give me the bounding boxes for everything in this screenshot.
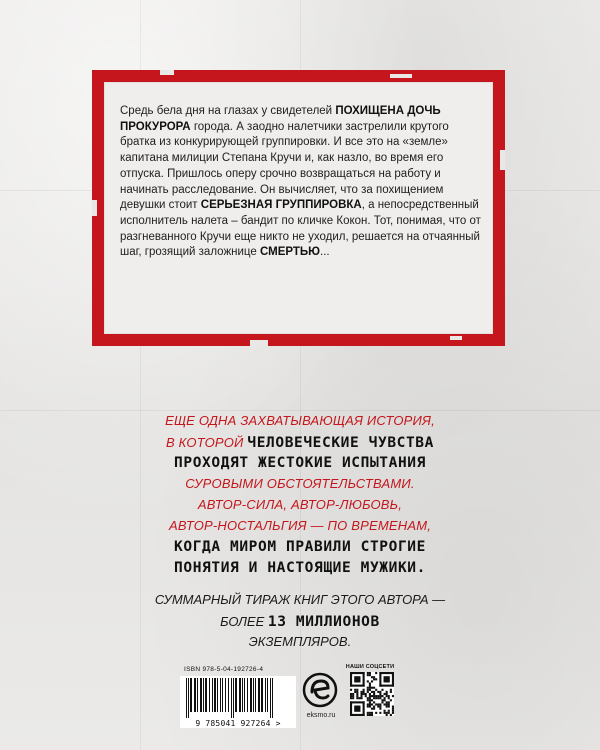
barcode-bar (250, 678, 252, 712)
qr-module (384, 697, 386, 699)
slogan-line: АВТОР-СИЛА, АВТОР-ЛЮБОВЬ, (197, 497, 403, 512)
qr-module (356, 697, 358, 699)
qr-module (350, 701, 352, 716)
qr-module (360, 695, 362, 697)
barcode-bar (220, 678, 221, 712)
blurb-segment: ... (320, 246, 330, 259)
qr-module (369, 695, 371, 697)
qr-module (375, 697, 377, 699)
barcode-bar (190, 678, 192, 712)
qr-module (392, 706, 394, 708)
barcode-bar (272, 678, 273, 718)
qr-module (390, 689, 392, 691)
slogan-black-part: ЧЕЛОВЕЧЕСКИЕ ЧУВСТВА (247, 435, 434, 451)
slogan-line: ЕЩЕ ОДНА ЗАХВАТЫВАЮЩАЯ ИСТОРИЯ, (165, 413, 435, 428)
qr-module (375, 703, 377, 705)
qr-module (381, 695, 383, 697)
qr-module (381, 689, 383, 691)
publisher-site[interactable]: eksmo.ru (306, 712, 336, 719)
social-label: НАШИ СОЦСЕТИ (345, 664, 395, 670)
qr-module (367, 714, 369, 716)
qr-module (384, 693, 386, 695)
slogan-line: КОГДА МИРОМ ПРАВИЛИ СТРОГИЕ (174, 539, 426, 555)
qr-module (371, 699, 373, 701)
qr-module (371, 708, 373, 710)
qr-module (352, 695, 354, 697)
barcode-bar (235, 678, 237, 712)
qr-module (379, 695, 381, 697)
blurb-segment: Средь бела дня на глазах у свидетелей (120, 105, 336, 117)
slogan-line: СУРОВЫМИ ОБСТОЯТЕЛЬСТВАМИ. (185, 476, 415, 491)
qr-module (350, 697, 352, 699)
qr-module (354, 706, 360, 712)
qr-code-pattern (350, 672, 394, 716)
barcode-bar (200, 678, 202, 712)
slogan-line: ПОНЯТИЯ И НАСТОЯЩИЕ МУЖИКИ. (174, 560, 426, 576)
qr-module (367, 687, 369, 689)
qr-module (367, 699, 369, 701)
qr-module (377, 695, 379, 697)
frame-wear (160, 70, 174, 75)
barcode-bar (194, 678, 196, 712)
qr-module (369, 701, 371, 703)
qr-module (386, 695, 388, 697)
qr-module (375, 678, 377, 680)
slogan-red-part: В КОТОРОЙ (166, 435, 248, 450)
blurb-emphasis: СМЕРТЬЮ (259, 246, 321, 259)
qr-module (369, 706, 371, 708)
qr-module (386, 703, 388, 705)
qr-module (373, 678, 375, 680)
qr-module (369, 687, 371, 689)
isbn-label: ISBN 978-5-04-192726-4 (184, 666, 264, 673)
barcode-bar (217, 678, 218, 712)
barcode-bar (253, 678, 254, 712)
qr-module (363, 672, 365, 687)
qr-module (369, 682, 371, 684)
barcode-bar (214, 678, 216, 712)
qr-module (379, 712, 381, 714)
qr-module (381, 699, 383, 701)
qr-module (360, 693, 362, 695)
qr-module (371, 712, 373, 714)
qr-module (373, 701, 375, 703)
qr-module (388, 701, 390, 703)
barcode-bar (247, 678, 248, 712)
qr-module (367, 697, 369, 699)
qr-module (379, 703, 381, 705)
frame-wear (450, 336, 462, 340)
barcode-bar (244, 678, 245, 712)
qr-module (392, 695, 394, 697)
qr-module (377, 706, 379, 708)
circulation-prefix: БОЛЕЕ (220, 614, 268, 629)
barcode-bar (258, 678, 260, 712)
qr-module (350, 714, 365, 716)
qr-module (379, 693, 381, 695)
barcode-bar (255, 678, 256, 712)
qr-module (369, 685, 371, 687)
qr-module (381, 701, 383, 703)
blurb-emphasis: ПОХИЩЕНА ДОЧЬ ПРОКУРОРА (120, 105, 441, 133)
qr-module (352, 697, 354, 699)
qr-module (360, 697, 362, 699)
qr-module (367, 691, 369, 693)
frame-wear (92, 200, 97, 216)
qr-module (367, 674, 369, 676)
qr-module (375, 672, 377, 674)
qr-module (373, 687, 375, 689)
qr-module (371, 687, 373, 689)
barcode-bar (270, 678, 271, 718)
qr-module (350, 685, 365, 687)
barcode-bar (233, 678, 234, 718)
barcode-bars (180, 676, 296, 720)
qr-module (390, 699, 392, 701)
barcode-bar (231, 678, 232, 718)
qr-module (379, 691, 381, 693)
qr-module (373, 693, 375, 695)
slogan-line: ПРОХОДЯТ ЖЕСТОКИЕ ИСПЫТАНИЯ (174, 455, 426, 471)
circulation-line: ЭКЗЕМПЛЯРОВ. (248, 634, 352, 649)
frame-wear (250, 340, 268, 346)
qr-module (369, 672, 371, 674)
qr-module (373, 676, 375, 678)
qr-module (388, 706, 390, 708)
barcode-digits: 9 785041 927264 > (180, 719, 296, 728)
qr-module (371, 680, 373, 682)
circulation-line: СУММАРНЫЙ ТИРАЖ КНИГ ЭТОГО АВТОРА — (154, 592, 446, 607)
qr-module (371, 703, 373, 705)
qr-module (388, 712, 390, 714)
barcode-bar (225, 678, 226, 712)
qr-module (386, 701, 388, 703)
qr-module (384, 703, 386, 705)
qr-module (367, 706, 369, 708)
frame-wear (500, 150, 505, 170)
qr-module (367, 712, 369, 714)
qr-module (379, 672, 381, 687)
qr-module (369, 697, 371, 699)
qr-module (356, 695, 358, 697)
barcode-bar (186, 678, 187, 718)
barcode-bar (203, 678, 204, 712)
qr-module (375, 695, 377, 697)
qr-module (377, 697, 379, 699)
slogan-line (150, 434, 450, 452)
qr-module (392, 708, 394, 710)
qr-module (356, 689, 358, 691)
qr-module (350, 695, 352, 697)
qr-module (375, 712, 377, 714)
barcode-bar (212, 678, 213, 712)
barcode-bar (267, 678, 268, 712)
qr-module (354, 676, 360, 682)
qr-module (363, 691, 365, 693)
qr-module (373, 697, 375, 699)
qr-code-icon[interactable] (350, 672, 394, 716)
qr-module (373, 695, 375, 697)
barcode-bar (265, 678, 266, 712)
qr-module (360, 691, 362, 693)
qr-module (367, 703, 369, 705)
qr-module (379, 708, 381, 710)
qr-module (369, 714, 371, 716)
qr-module (350, 672, 365, 674)
qr-module (373, 691, 375, 693)
blurb-segment: , а непосредственный исполнитель налета – бандит по кличке Кокон. Тот, понимая, что от разгневанного Кручи еще никто не уходил, решается на отчаянный шаг, грозящий заложнице (120, 199, 481, 259)
qr-module (392, 712, 394, 714)
qr-module (388, 710, 390, 712)
barcode-bar (197, 678, 198, 712)
qr-module (369, 699, 371, 701)
qr-module (384, 712, 386, 714)
qr-module (363, 693, 365, 695)
qr-module (392, 672, 394, 687)
barcode-bar (222, 678, 223, 712)
barcode (180, 676, 296, 720)
qr-module (367, 689, 369, 691)
qr-module (354, 689, 356, 691)
qr-module (373, 708, 375, 710)
eksmo-logo-icon (302, 672, 338, 708)
qr-module (354, 691, 356, 693)
qr-module (386, 691, 388, 693)
qr-module (384, 676, 390, 682)
qr-module (386, 693, 388, 695)
qr-module (390, 714, 392, 716)
blurb-text (120, 104, 482, 261)
qr-module (365, 693, 367, 695)
qr-module (384, 699, 386, 701)
qr-module (379, 685, 394, 687)
qr-module (371, 691, 373, 693)
qr-module (386, 714, 388, 716)
qr-module (350, 693, 352, 695)
qr-module (386, 706, 388, 708)
qr-module (390, 691, 392, 693)
qr-module (356, 693, 358, 695)
qr-module (367, 680, 369, 682)
barcode-bar (261, 678, 263, 712)
barcode-bar (209, 678, 210, 712)
qr-module (379, 697, 381, 699)
qr-module (375, 689, 377, 691)
slogan-line: АВТОР-НОСТАЛЬГИЯ — ПО ВРЕМЕНАМ, (168, 518, 432, 533)
qr-module (384, 710, 386, 712)
blurb-emphasis: СЕРЬЕЗНАЯ ГРУППИРОВКА (200, 199, 362, 212)
qr-module (388, 697, 390, 699)
barcode-bar (205, 678, 207, 712)
circulation-line (150, 613, 450, 631)
qr-module (350, 689, 352, 691)
qr-module (388, 695, 390, 697)
qr-module (369, 674, 371, 676)
qr-module (365, 695, 367, 697)
qr-module (350, 701, 365, 703)
qr-module (392, 710, 394, 712)
qr-module (358, 697, 360, 699)
qr-module (386, 712, 388, 714)
qr-module (371, 714, 373, 716)
qr-module (371, 695, 373, 697)
circulation-count: 13 МИЛЛИОНОВ (267, 614, 380, 630)
frame-wear (390, 74, 412, 78)
qr-module (356, 691, 358, 693)
qr-module (363, 701, 365, 716)
qr-module (369, 689, 371, 691)
qr-module (350, 672, 352, 687)
barcode-bar (188, 678, 189, 718)
barcode-bar (242, 678, 243, 712)
qr-module (379, 672, 394, 674)
qr-module (369, 703, 371, 705)
blurb-segment: города. А заодно налетчики застрелили крутого братка из конкурирующей группировки. И все это на «земле» капитана милиции Степана Кручи и, как назло, во время его отпуска. Пришлось оперу срочно возвращаться на работу и начинать расследование. Он вычисляет, что за похищением девушки стоит (120, 120, 449, 212)
qr-module (369, 693, 371, 695)
qr-module (363, 689, 365, 691)
qr-module (373, 706, 375, 708)
qr-module (388, 703, 390, 705)
qr-module (377, 691, 379, 693)
qr-module (379, 706, 381, 708)
qr-module (367, 672, 369, 674)
qr-module (371, 676, 373, 678)
barcode-bar (228, 678, 229, 712)
barcode-bar (239, 678, 241, 712)
qr-module (377, 703, 379, 705)
qr-module (369, 712, 371, 714)
qr-module (352, 693, 354, 695)
